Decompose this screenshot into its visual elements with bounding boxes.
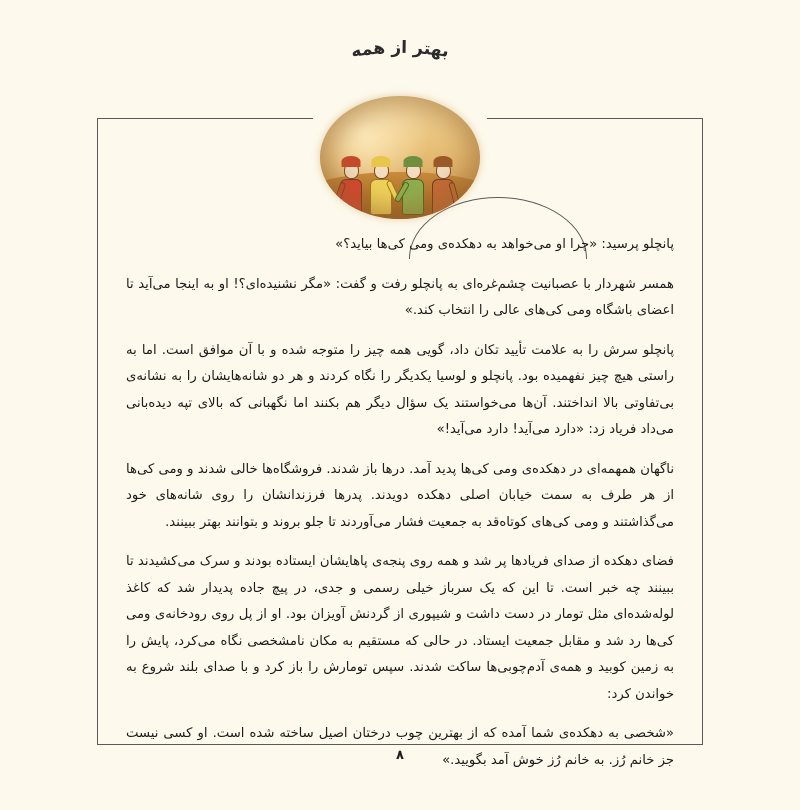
paragraph: «شخصی به دهکده‌ی شما آمده که از بهترین چوب درختان اصیل ساخته شده است. او کسی نیست جز خانم رُز. به خانم رُز خوش آمد بگویید.» xyxy=(126,726,674,768)
page-number: ۸ xyxy=(396,748,404,763)
paragraph: فضای دهکده از صدای فریادها پر شد و همه روی پنجه‌ی پاهایشان ایستاده بودند و سرک می‌کشیدند تا ببینند چه خبر است. تا این که یک سرباز خیلی رسمی و جدی، در پیچ جاده پدیدار شد که کاغذ لوله‌شده‌ای مثل تومار در دست داشت و شیپوری از گردنش آویزان بود. او از پل روی رودخانه‌ی ومی کی‌ها رد شد و مقابل جمعیت ایستاد. در حالی که مستقیم به مکان نامشخصی نگاه می‌کرد، پایش را به زمین کوبید و همه‌ی آدم‌چوبی‌ها ساکت شدند. سپس تومارش را باز کرد و با صدای بلند شروع به خواندن کرد: xyxy=(126,554,674,702)
chapter-title-text: بهتر از همه xyxy=(349,37,451,62)
illustration-vignette xyxy=(320,96,480,219)
circular-illustration xyxy=(320,96,480,219)
paragraph: پانچلو پرسید: «چرا او می‌خواهد به دهکده‌ی ومی کی‌ها بیاید؟» xyxy=(335,237,674,252)
paragraph: پانچلو سرش را به علامت تأیید تکان داد، گویی همه چیز را متوجه شده و با آن موافق است. اما به راستی هیچ چیز نفهمیده بود. پانچلو و لوسیا یکدیگر را نگاه کردند و هر دو شانه‌هایشان را به نشانه‌ی بی‌تفاوتی بالا انداختند. آن‌ها می‌خواستند یک سؤال دیگر هم بکنند اما نگهبانی که بالای تپه دیده‌بانی می‌داد فریاد زد: «دارد می‌آید! دارد می‌آید!» xyxy=(126,342,674,437)
paragraph: ناگهان همهمه‌ای در دهکده‌ی ومی کی‌ها پدید آمد. درها باز شدند. فروشگاه‌ها خالی شدند و ومی کی‌ها از هر طرف به سمت خیابان اصلی دهکده دویدند. پدرها فرزندانشان را روی شانه‌های خود می‌گذاشتند و ومی کی‌های کوتاه‌قد به جمعیت فشار می‌آوردند تا جلو بروند و بتوانند بهتر ببینند. xyxy=(126,461,674,530)
paragraph: همسر شهردار با عصبانیت چشم‌غره‌ای به پانچلو رفت و گفت: «مگر نشنیده‌ای؟! او به اینجا می‌آید تا اعضای باشگاه ومی کی‌های عالی را انتخاب کند.» xyxy=(126,276,674,318)
body-text xyxy=(126,232,674,774)
chapter-title-arc xyxy=(250,28,550,88)
chapter-title xyxy=(0,28,800,88)
